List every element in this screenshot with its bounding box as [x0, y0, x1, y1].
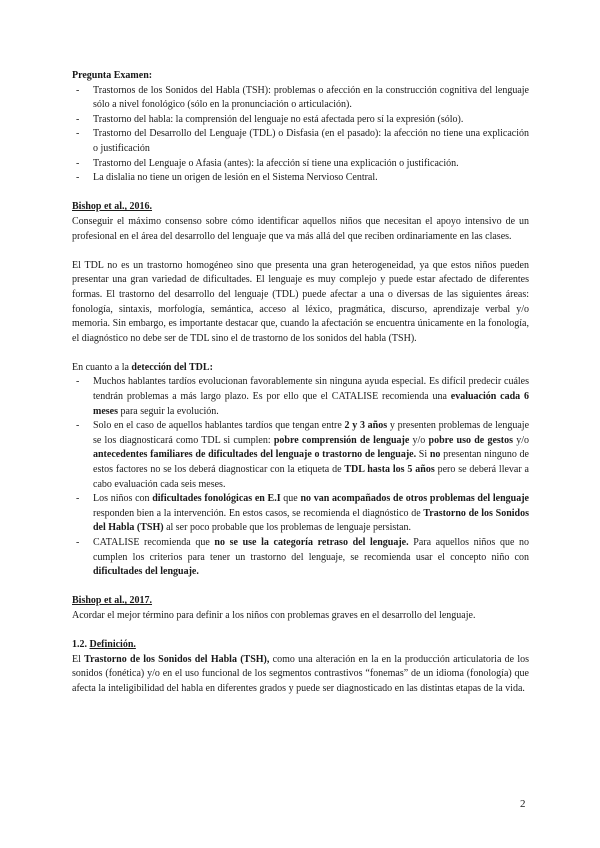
bishop-2016-heading: Bishop et al., 2016. [72, 201, 153, 213]
page-number: 2 [520, 798, 526, 810]
tdl-paragraph: El TDL no es un trastorno homogéneo sino que presenta una gran heterogeneidad, ya que estos niños pueden presentar una gran variedad de dificultades. El lenguaje es muy complejo y puede estar afectado de diferentes formas. El trastorno del desarrollo del lenguaje (TDL) puede afectar a una o diversas de las siguientes áreas: fonología, sintaxis, morfología, semántica, acceso al léxico, pragmática, discurso, aprendizaje verbal y/o memoria. Sin embargo, es importante destacar que, cuando la afectación se encuentra únicamente en la fonología, el diagnóstico no debe ser de TDL sino el de trastorno de los sonidos del habla (TSH). [72, 259, 529, 344]
page-content [72, 69, 529, 697]
definition-heading: 1.2. Definición. [72, 639, 136, 651]
exam-question-list [72, 84, 529, 186]
bishop-2017-text: Acordar el mejor término para definir a los niños con problemas graves en el desarrollo del lenguaje. [72, 609, 476, 621]
list-item: - Trastorno del Lenguaje o Afasia (antes): la afección sí tiene una explicación o justificación. [93, 157, 529, 172]
bishop-2016-intro: Conseguir el máximo consenso sobre cómo identificar aquellos niños que necesitan el apoyo intensivo de un profesional en el área del desarrollo del lenguaje que va más allá del que reciben ordinariamente en las clases. [72, 215, 529, 242]
list-item: - Muchos hablantes tardíos evolucionan favorablemente sin ninguna ayuda especial. Es difícil predecir cuáles tendrán problemas a más largo plazo. Es por ello que el CATALISE recomienda una evaluación cada 6 meses para seguir la evolución. [93, 375, 529, 419]
exam-question-heading: Pregunta Examen: [72, 70, 153, 81]
definition-paragraph: El Trastorno de los Sonidos del Habla (TSH), como una alteración en la en la producción articulatoria de los sonidos (fonética) y/o en el uso funcional de los segmentos contrastivos “fonemas” de un idioma (fonología) que afecta la inteligibilidad del habla en diferentes grados y puede ser diagnosticado en las distintas etapas de la vida. [72, 653, 530, 694]
tdl-detection-heading: En cuanto a la detección del TDL: [72, 361, 213, 373]
list-item: - Trastornos de los Sonidos del Habla (TSH): problemas o afección en la construcción cognitiva del lenguaje sólo a nivel fonológico (sólo en la pronunciación o articulación). [93, 84, 529, 113]
list-item: - CATALISE recomienda que no se use la categoría retraso del lenguaje. Para aquellos niños que no cumplen los criterios para tener un trastorno del lenguaje, se recomienda usar el concepto niño con dificultades del lenguaje. [93, 536, 529, 580]
list-item: - La dislalia no tiene un origen de lesión en el Sistema Nervioso Central. [93, 171, 529, 186]
list-item: - Trastorno del habla: la comprensión del lenguaje no está afectada pero sí la expresión (sólo). [93, 113, 529, 128]
list-item: - Los niños con dificultades fonológicas en E.I que no van acompañados de otros problemas del lenguaje responden bien a la intervención. En estos casos, se recomienda el diagnóstico de Trastorno de los Sonidos del Habla (TSH) al ser poco probable que los problemas de lenguaje persistan. [93, 492, 529, 536]
list-item: - Solo en el caso de aquellos hablantes tardíos que tengan entre 2 y 3 años y presenten problemas de lenguaje se los diagnosticará como TDL si cumplen: pobre comprensión de lenguaje y/o pobre uso de gestos y/o antecedentes familiares de dificultades del lenguaje o trastorno de lenguaje. Si no presentan ninguno de estos factores no se los deberá diagnosticar con la etiqueta de TDL hasta los 5 años pero se deberá llevar a cabo evaluación cada seis meses. [93, 419, 529, 492]
tdl-detection-list [72, 375, 529, 579]
bishop-2017-heading: Bishop et al., 2017. [72, 595, 153, 607]
list-item: - Trastorno del Desarrollo del Lenguaje (TDL) o Disfasia (en el pasado): la afección no tiene una explicación o justificación [93, 127, 529, 156]
